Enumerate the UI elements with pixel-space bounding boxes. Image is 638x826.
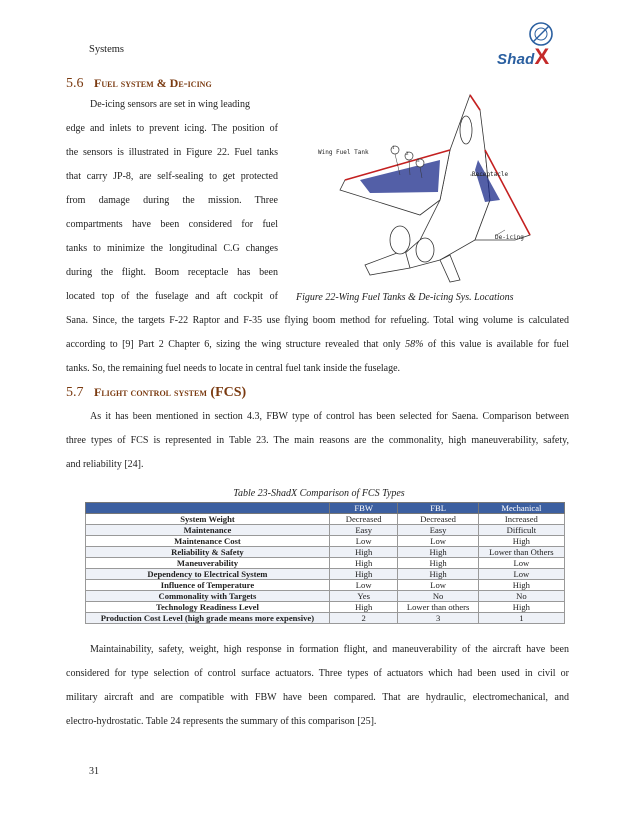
running-header: Systems <box>89 44 125 55</box>
para-line: and reliability [24]. <box>66 459 144 470</box>
row-label: Production Cost Level (high grade means more expensive) <box>86 613 330 624</box>
column-header <box>86 503 330 514</box>
paragraph-fuel-deicing <box>66 93 278 309</box>
table-cell: High <box>398 569 478 580</box>
para-line: during the flight. Boom receptacle has been <box>66 267 278 278</box>
para-line: De-icing sensors are set in wing leading <box>90 99 250 110</box>
table-row <box>86 536 565 547</box>
column-header: FBL <box>398 503 478 514</box>
table-cell: High <box>329 558 398 569</box>
table-row <box>86 591 565 602</box>
table-cell: High <box>398 558 478 569</box>
row-label: Maintenance <box>86 525 330 536</box>
table-cell: No <box>478 591 564 602</box>
table-cell: Yes <box>329 591 398 602</box>
table-cell: Increased <box>478 514 564 525</box>
paragraph-actuators <box>66 638 569 734</box>
row-label: System Weight <box>86 514 330 525</box>
table-cell: High <box>398 547 478 558</box>
section-number: 5.6 <box>66 76 84 91</box>
aircraft-drawing <box>300 90 560 285</box>
section-number: 5.7 <box>66 385 84 400</box>
table-row <box>86 558 565 569</box>
table-cell: Difficult <box>478 525 564 536</box>
logo-text: Shad <box>497 51 535 68</box>
section-title: Fuel system & De-icing <box>94 76 212 90</box>
table-row <box>86 569 565 580</box>
fcs-comparison-table <box>85 502 565 624</box>
logo-x-mark: X <box>534 44 550 69</box>
table-cell: Lower than Others <box>478 547 564 558</box>
table-row <box>86 525 565 536</box>
paragraph-fcs <box>66 405 569 477</box>
row-label: Technology Readiness Level <box>86 602 330 613</box>
table-row <box>86 580 565 591</box>
figure-caption: Figure 22-Wing Fuel Tanks & De-icing Sys. Locations <box>296 292 514 303</box>
table-cell: No <box>398 591 478 602</box>
tank-number: 2 <box>406 152 409 157</box>
table-cell: Decreased <box>329 514 398 525</box>
figure-22 <box>300 90 560 285</box>
tank-number: 1 <box>392 146 395 151</box>
table-caption: Table 23-ShadX Comparison of FCS Types <box>233 488 405 499</box>
para-line: edge and inlets to prevent icing. The position of <box>66 123 278 134</box>
table-cell: High <box>329 547 398 558</box>
row-label: Dependency to Electrical System <box>86 569 330 580</box>
table-cell: High <box>478 580 564 591</box>
row-label: Reliability & Safety <box>86 547 330 558</box>
table-cell: High <box>478 602 564 613</box>
table-cell: Low <box>329 580 398 591</box>
table-cell: Easy <box>329 525 398 536</box>
para-line: tanks to minimize the longitudinal C.G changes <box>66 243 278 254</box>
table-cell: High <box>478 536 564 547</box>
table-row <box>86 602 565 613</box>
para-line: from damage during the mission. Three <box>66 195 278 206</box>
row-label: Influence of Temperature <box>86 580 330 591</box>
label-wing-fuel-tank: Wing Fuel Tank <box>318 149 369 156</box>
column-header: Mechanical <box>478 503 564 514</box>
para-line: Sana. Since, the targets F-22 Raptor and F-35 use flying boom method for refueling. Total wing volume is calculated <box>66 315 569 326</box>
table-cell: Low <box>478 558 564 569</box>
para-line: As it has been mentioned in section 4.3, FBW type of control has been selected for Saena. Comparison between <box>90 411 569 422</box>
section-heading-5-6 <box>66 76 212 92</box>
table-cell: Decreased <box>398 514 478 525</box>
column-header: FBW <box>329 503 398 514</box>
table-row <box>86 514 565 525</box>
section-heading-5-7 <box>66 385 246 401</box>
table-cell: High <box>329 569 398 580</box>
shadx-logo <box>497 18 571 74</box>
para-line: three types of FCS is represented in Table 23. The main reasons are the commonality, high maneuverability, safety, <box>66 435 569 446</box>
table-cell: 2 <box>329 613 398 624</box>
para-line: compartments have been considered for fuel <box>66 219 278 230</box>
row-label: Maintenance Cost <box>86 536 330 547</box>
para-line: considered for type selection of control surface actuators. Three types of actuators which had been used in civil or <box>66 668 569 679</box>
section-abbr: (FCS) <box>210 385 247 400</box>
table-row <box>86 547 565 558</box>
para-line: that carry JP-8, are self-sealing to get protected <box>66 171 278 182</box>
page-number: 31 <box>89 766 99 777</box>
table-cell: Low <box>398 536 478 547</box>
tank-number: 3 <box>417 159 420 164</box>
para-line: tanks. So, the remaining fuel needs to locate in central fuel tank inside the fuselage. <box>66 363 401 374</box>
table-cell: 1 <box>478 613 564 624</box>
table-cell: High <box>329 602 398 613</box>
section-title: Flight control system <box>94 385 207 399</box>
table-cell: 3 <box>398 613 478 624</box>
table-row <box>86 613 565 624</box>
percentage-value: 58% <box>405 339 424 350</box>
table-header-row <box>86 503 565 514</box>
para-line: electro-hydrostatic. Table 24 represents the summary of this comparison [25]. <box>66 716 377 727</box>
para-line: Maintainability, safety, weight, high response in formation flight, and maneuverability of the aircraft have been <box>90 644 569 655</box>
paragraph-continued <box>66 309 569 381</box>
para-line: the sensors is illustrated in Figure 22. Fuel tanks <box>66 147 278 158</box>
row-label: Maneuverability <box>86 558 330 569</box>
para-line: located top of the fuselage and aft cockpit of <box>66 291 278 302</box>
table-cell: Lower than others <box>398 602 478 613</box>
para-line: according to [9] Part 2 Chapter 6, sizing the wing structure revealed that only 58% of this value is available for fuel <box>66 339 569 350</box>
table-cell: Low <box>478 569 564 580</box>
row-label: Commonality with Targets <box>86 591 330 602</box>
para-line: military aircraft and are compatible with FBW have been compared. That are hydraulic, electromechanical, and <box>66 692 569 703</box>
table-cell: Low <box>398 580 478 591</box>
label-receptacle: Receptacle <box>472 171 509 178</box>
table-cell: Low <box>329 536 398 547</box>
table-cell: Easy <box>398 525 478 536</box>
label-deicing: De-icing <box>495 234 524 241</box>
